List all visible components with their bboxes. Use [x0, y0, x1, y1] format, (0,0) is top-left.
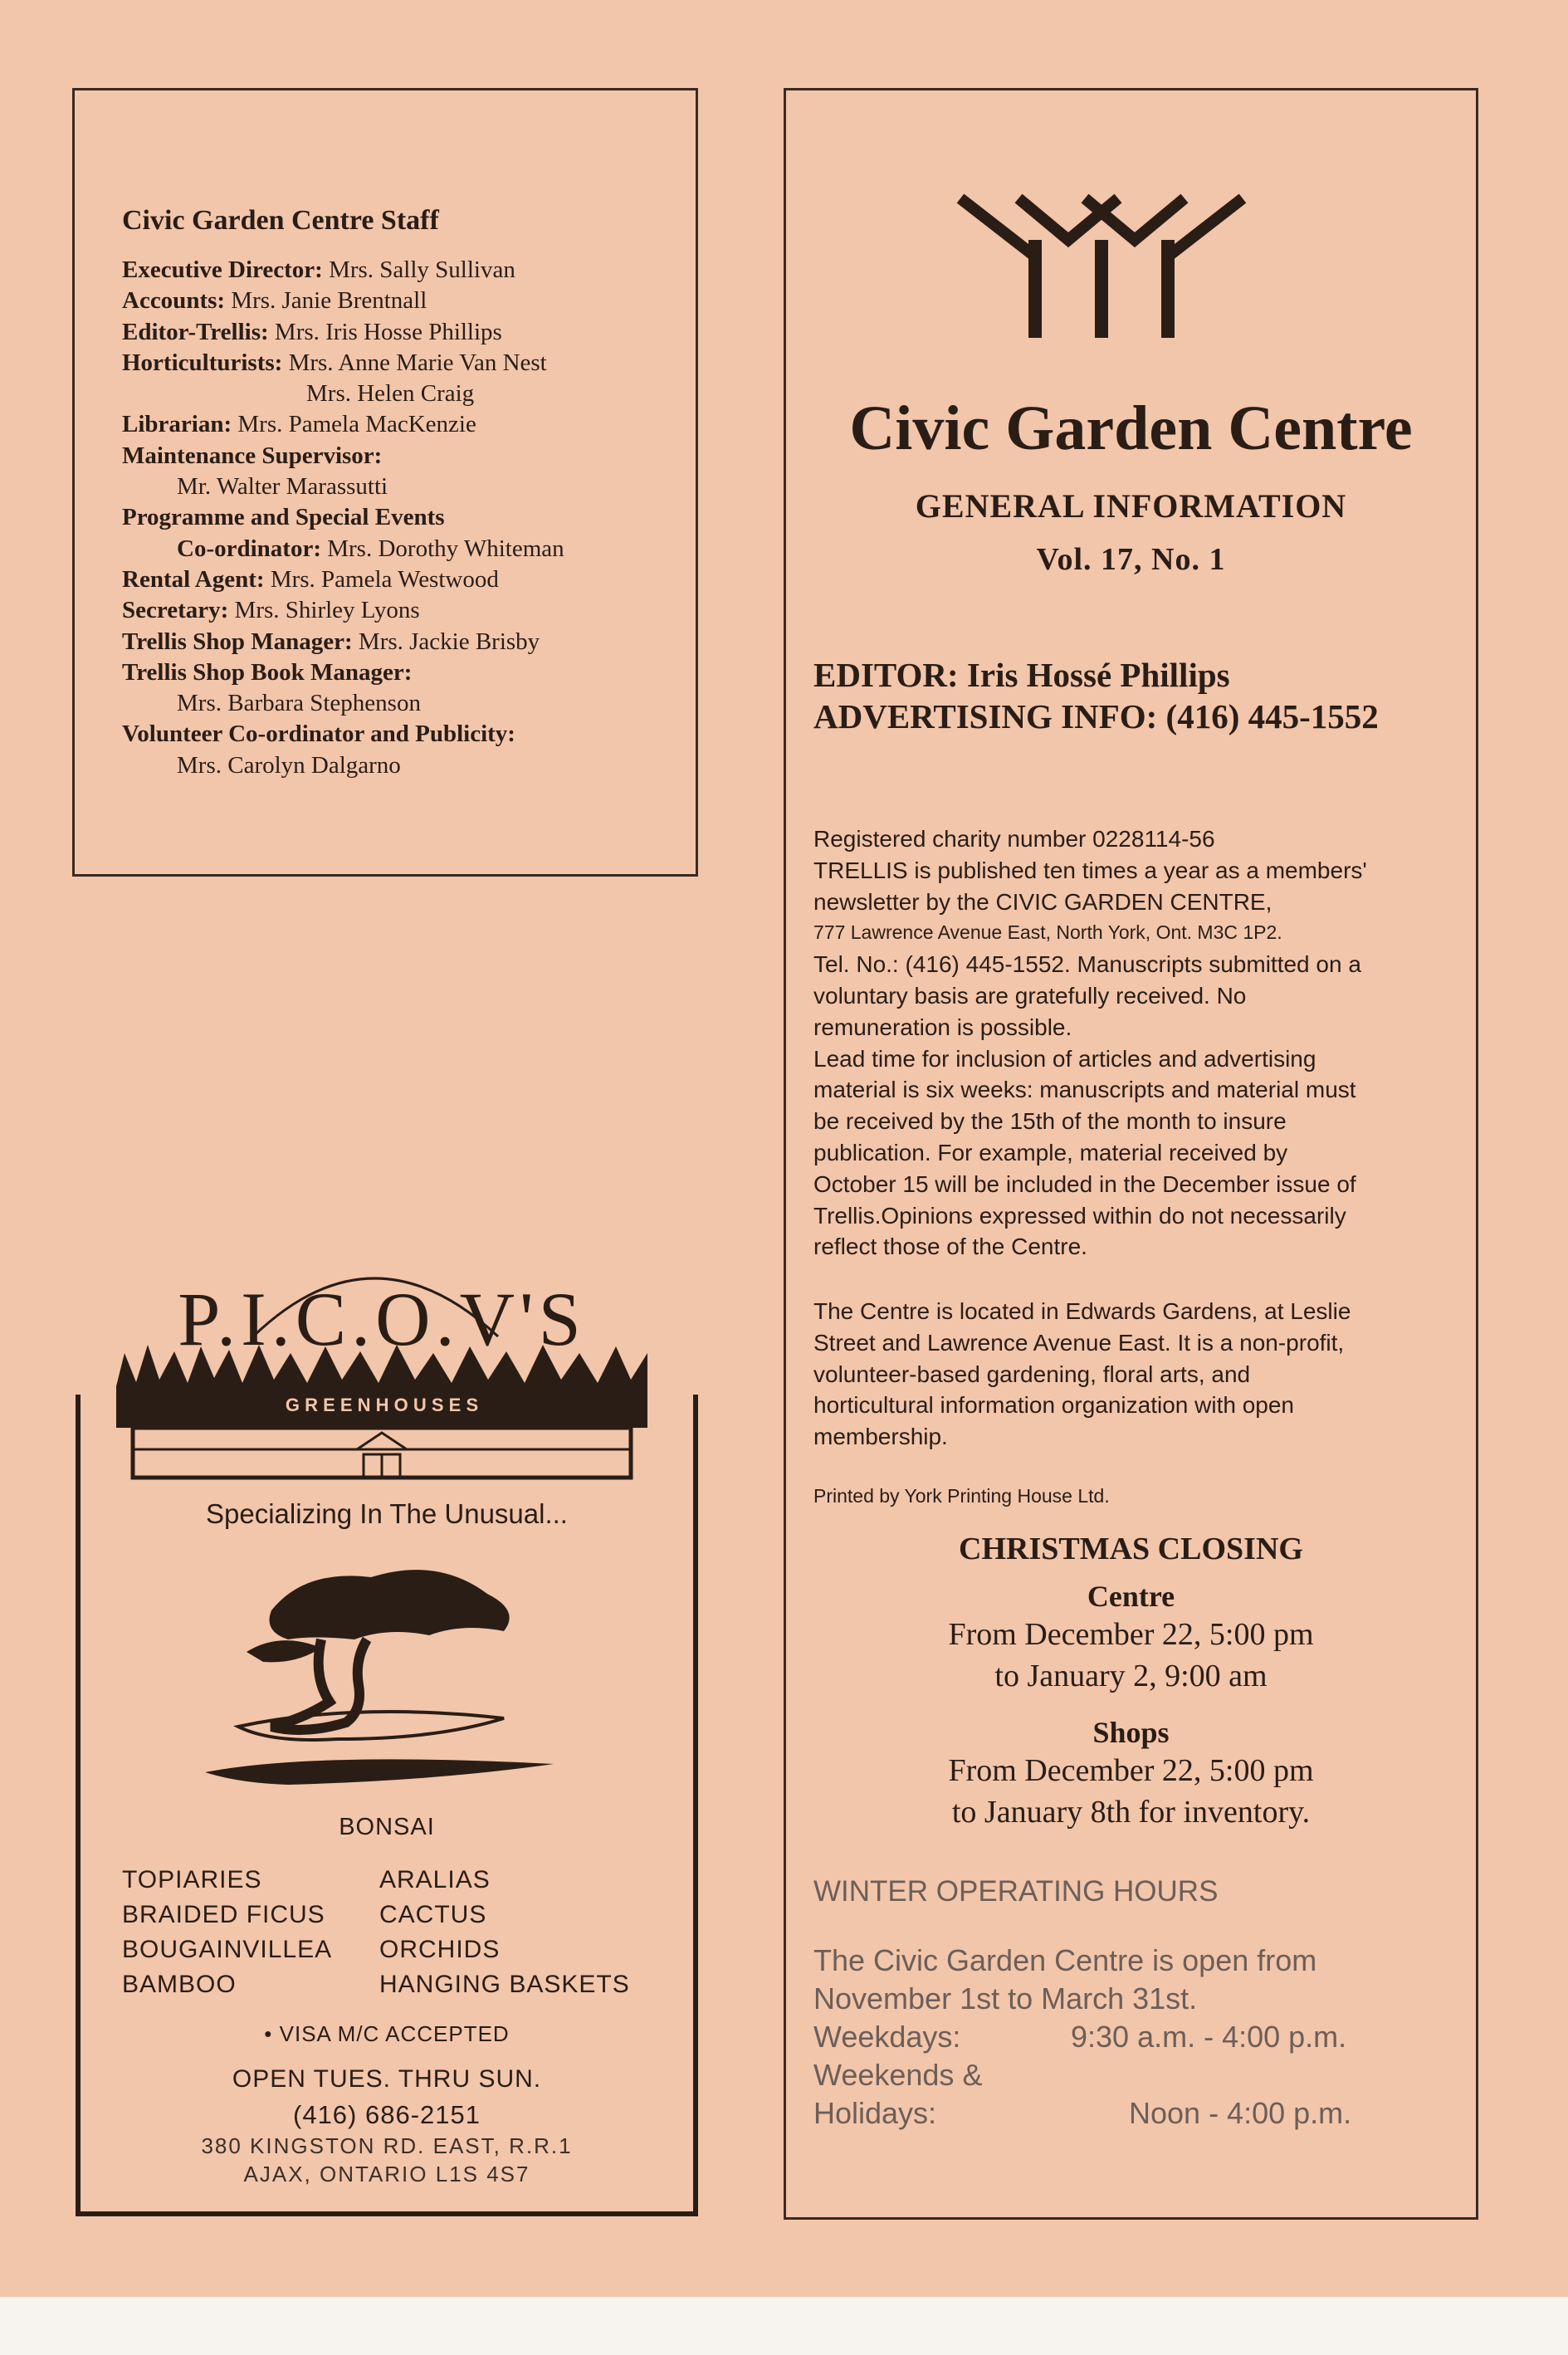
- plant-item: BOUGAINVILLEA: [122, 1936, 333, 1963]
- plant-item: BAMBOO: [122, 1971, 237, 1998]
- weekends-label: Holidays:: [813, 2096, 937, 2130]
- general-information-box: [784, 88, 1478, 2220]
- christmas-closing: [786, 1531, 1476, 1833]
- greenhouses-label: G R E E N H O U S E S: [285, 1395, 479, 1415]
- staff-role: Secretary:: [122, 597, 229, 624]
- staff-name: Mrs. Anne Marie Van Nest: [282, 349, 547, 376]
- weekends-label-line1: Weekends &: [813, 2058, 983, 2092]
- volume-number: Vol. 17, No. 1: [1036, 542, 1226, 577]
- weekend-hours-row: [813, 2094, 1444, 2133]
- notice-line: TRELLIS is published ten times a year as a members': [813, 857, 1367, 883]
- staff-entry: [122, 471, 686, 502]
- winter-hours-line1: The Civic Garden Centre is open from: [813, 1943, 1317, 1977]
- printed-by: Printed by York Printing House Ltd.: [813, 1485, 1110, 1507]
- notice-line: October 15 will be included in the December issue of: [813, 1170, 1356, 1197]
- notice-line: The Centre is located in Edwards Gardens, at Leslie: [813, 1298, 1351, 1324]
- staff-role: Co-ordinator:: [177, 535, 321, 562]
- shops-closing-heading: Shops: [1092, 1716, 1170, 1749]
- notice-line: publication. For example, material received by: [813, 1139, 1288, 1165]
- staff-role: Rental Agent:: [122, 565, 265, 593]
- staff-role: Programme and Special Events: [122, 504, 445, 531]
- staff-role: Horticulturists:: [122, 349, 283, 376]
- staff-role: Executive Director:: [122, 257, 323, 283]
- staff-name: Mrs. Sally Sullivan: [322, 257, 515, 283]
- staff-entry: [122, 379, 686, 409]
- weekdays-hours: 9:30 a.m. - 4:00 p.m.: [1071, 2020, 1347, 2054]
- winter-hours-heading: WINTER OPERATING HOURS: [813, 1875, 1219, 1908]
- picovs-greenhouses-ad: [76, 1395, 698, 2216]
- plant-list: [122, 1864, 686, 2001]
- bonsai-tree-icon: [188, 1561, 570, 1801]
- staff-entry: [122, 286, 686, 316]
- staff-entry: [122, 564, 686, 595]
- staff-list: [122, 255, 686, 781]
- civic-garden-centre-logo-icon: [952, 190, 1251, 340]
- staff-role: Trellis Shop Book Manager:: [122, 658, 413, 686]
- staff-entry: [122, 534, 686, 564]
- staff-role: Accounts:: [122, 287, 226, 315]
- advertising-info-line: ADVERTISING INFO: (416) 445-1552: [813, 697, 1379, 735]
- visa-mc-accepted: • VISA M/C ACCEPTED: [264, 2021, 510, 2046]
- staff-entry: [122, 750, 686, 781]
- staff-name: Mrs. Barbara Stephenson: [177, 690, 421, 717]
- staff-role: Librarian:: [122, 411, 232, 438]
- shops-closing-line1: From December 22, 5:00 pm: [948, 1753, 1314, 1788]
- staff-entry: [122, 627, 686, 657]
- notice-line: Lead time for inclusion of articles and advertising: [813, 1045, 1316, 1072]
- editor-line: EDITOR: Iris Hossé Phillips: [813, 656, 1230, 694]
- christmas-closing-heading: CHRISTMAS CLOSING: [959, 1532, 1303, 1566]
- winter-operating-hours: [813, 1875, 1444, 2133]
- weekday-hours-row: [813, 2018, 1444, 2056]
- staff-role: Editor-Trellis:: [122, 318, 269, 345]
- centre-location-notice: [813, 1296, 1469, 1453]
- notice-line: 777 Lawrence Avenue East, North York, Ont. M3C 1P2.: [813, 921, 1282, 944]
- paper-bottom-edge: [0, 2297, 1568, 2355]
- bonsai-label: BONSAI: [339, 1814, 435, 1840]
- staff-box: [72, 88, 698, 877]
- staff-entry: [122, 657, 686, 688]
- staff-role: Maintenance Supervisor:: [122, 442, 383, 469]
- plant-item: BRAIDED FICUS: [122, 1901, 325, 1928]
- notice-line: voluntary basis are gratefully received. No: [813, 982, 1247, 1009]
- staff-name: Mrs. Jackie Brisby: [352, 628, 540, 655]
- weekdays-label: Weekdays:: [813, 2020, 961, 2054]
- staff-name: Mrs. Helen Craig: [306, 380, 475, 408]
- centre-closing-line1: From December 22, 5:00 pm: [948, 1617, 1314, 1652]
- staff-entry: [122, 502, 686, 533]
- staff-name: Mrs. Iris Hosse Phillips: [268, 318, 502, 345]
- shops-closing-line2: to January 8th for inventory.: [951, 1795, 1311, 1830]
- staff-role: Trellis Shop Manager:: [122, 628, 353, 655]
- weekends-hours: Noon - 4:00 p.m.: [1129, 2096, 1352, 2130]
- centre-title: Civic Garden Centre: [849, 393, 1413, 463]
- staff-entry: [122, 688, 686, 719]
- staff-title: Civic Garden Centre Staff: [122, 205, 439, 236]
- notice-line: Registered charity number 0228114-56: [813, 826, 1215, 852]
- winter-hours-line2: November 1st to March 31st.: [813, 1981, 1198, 2015]
- general-information-heading: GENERAL INFORMATION: [915, 487, 1347, 525]
- notice-line: horticultural information organization with open: [813, 1392, 1294, 1419]
- plant-item: ARALIAS: [379, 1866, 491, 1893]
- ad-address-line2: AJAX, ONTARIO L1S 4S7: [243, 2162, 530, 2186]
- staff-entry: [122, 441, 686, 471]
- notice-line: newsletter by the CIVIC GARDEN CENTRE,: [813, 888, 1272, 915]
- staff-name: Mrs. Carolyn Dalgarno: [177, 751, 401, 779]
- staff-name: Mrs. Pamela MacKenzie: [232, 411, 476, 438]
- plant-item: CACTUS: [379, 1901, 487, 1928]
- notice-line: volunteer-based gardening, floral arts, and: [813, 1361, 1251, 1387]
- notice-line: reflect those of the Centre.: [813, 1234, 1087, 1260]
- staff-entry: [122, 317, 686, 348]
- staff-name: Mrs. Shirley Lyons: [228, 597, 420, 624]
- staff-entry: [122, 409, 686, 440]
- staff-entry: [122, 595, 686, 626]
- centre-closing-heading: Centre: [1087, 1580, 1175, 1613]
- plant-item: HANGING BASKETS: [379, 1971, 630, 1998]
- centre-closing-line2: to January 2, 9:00 am: [994, 1659, 1268, 1693]
- plant-item: ORCHIDS: [379, 1936, 501, 1963]
- notice-line: Tel. No.: (416) 445-1552. Manuscripts submitted on a: [813, 951, 1361, 978]
- staff-entry: [122, 255, 686, 286]
- picovs-brand: P.I.C.O.V'S: [178, 1277, 586, 1361]
- notice-line: Trellis.Opinions expressed within do not necessarily: [813, 1202, 1346, 1229]
- plant-item: TOPIARIES: [122, 1866, 262, 1893]
- ad-address-line1: 380 KINGSTON RD. EAST, R.R.1: [201, 2133, 573, 2158]
- notice-line: material is six weeks: manuscripts and material must: [813, 1077, 1356, 1103]
- ad-phone: (416) 686-2151: [293, 2100, 481, 2129]
- ad-tagline: Specializing In The Unusual...: [206, 1498, 568, 1529]
- open-days: OPEN TUES. THRU SUN.: [232, 2065, 542, 2093]
- staff-name: Mrs. Pamela Westwood: [264, 565, 499, 593]
- staff-name: Mr. Walter Marassutti: [177, 473, 388, 501]
- notice-line: membership.: [813, 1424, 948, 1450]
- notice-line: Street and Lawrence Avenue East. It is a non-profit,: [813, 1329, 1345, 1356]
- staff-role: Volunteer Co-ordinator and Publicity:: [122, 721, 515, 748]
- staff-entry: [122, 719, 686, 750]
- staff-entry: [122, 348, 686, 379]
- staff-name: Mrs. Dorothy Whiteman: [320, 535, 564, 562]
- staff-name: Mrs. Janie Brentnall: [225, 287, 427, 315]
- publication-notice: [813, 823, 1469, 1263]
- notice-line: remuneration is possible.: [813, 1014, 1072, 1040]
- notice-line: be received by the 15th of the month to insure: [813, 1108, 1287, 1135]
